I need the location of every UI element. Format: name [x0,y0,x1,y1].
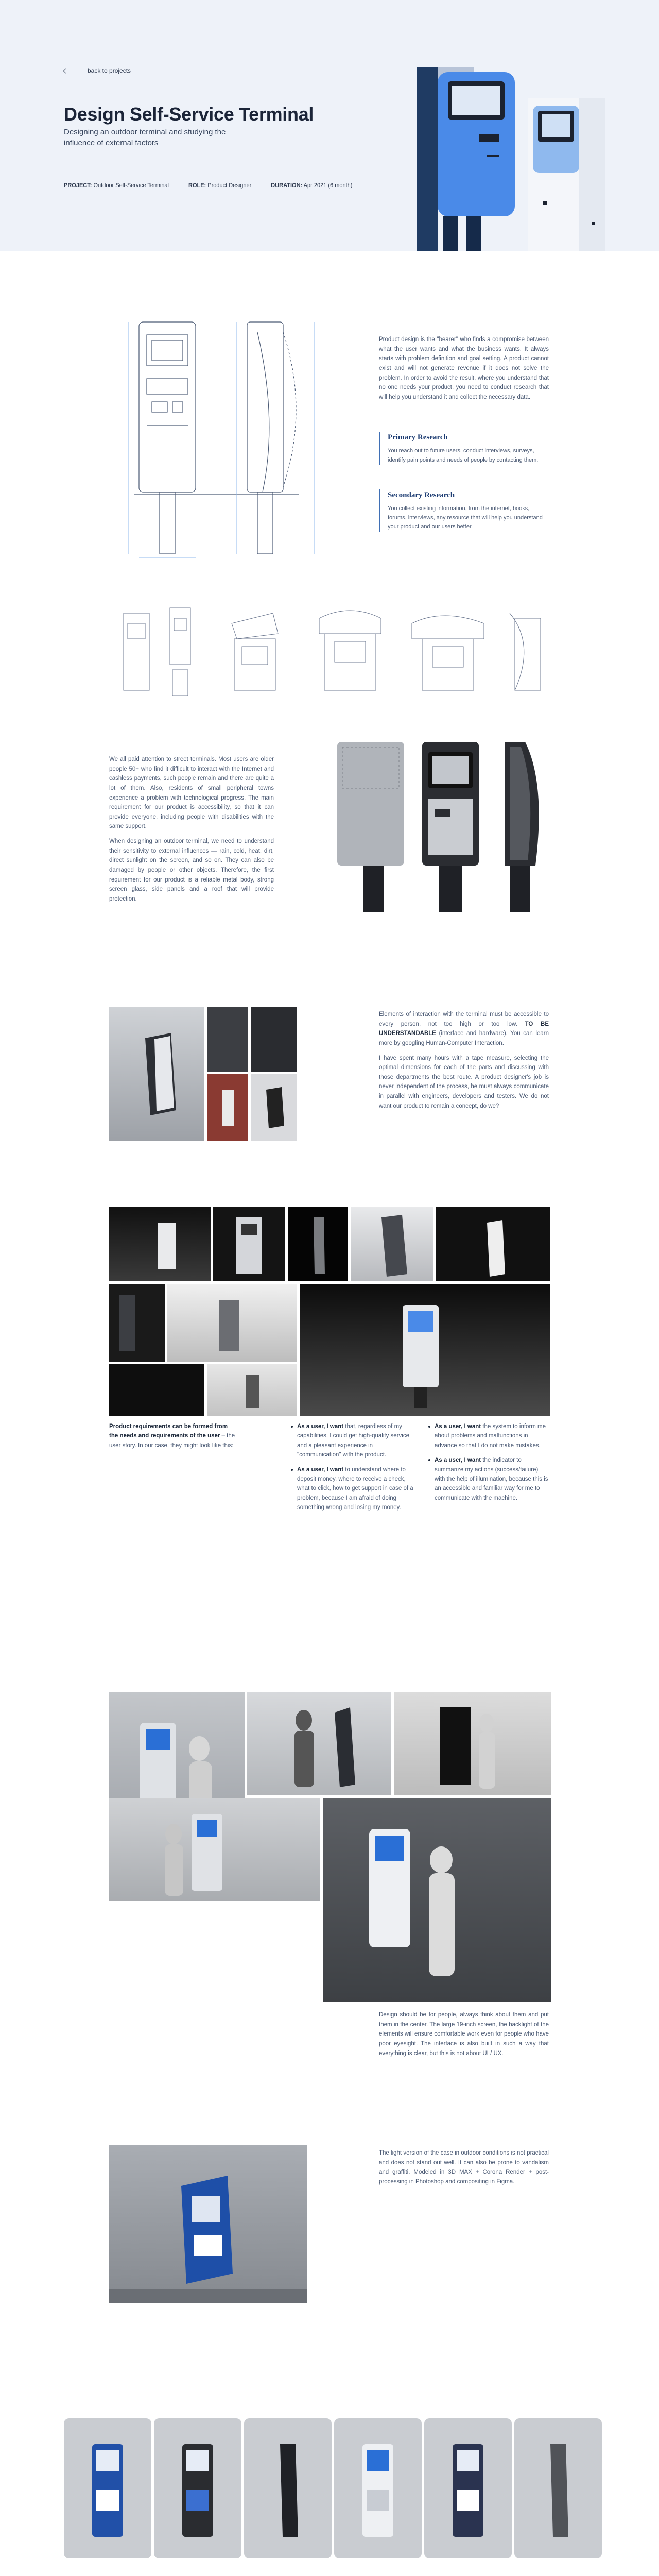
gallery-render-7 [167,1284,297,1362]
variant-card-dark [154,2418,241,2558]
photo-render-2 [207,1007,248,1072]
project-meta [64,181,352,190]
light-version-text: The light version of the case in outdoor conditions is not practical and does not stand out well. It can also be prone to vandalism and graffiti. Modeled in 3D MAX + Corona Render + post-processing in Photoshop and compositing in Figma. [379,2150,549,2185]
photo-render-3 [207,1074,248,1141]
secondary-research-text: You collect existing information, from the internet, books, forums, interviews, any resource that will help you understand your product and our users better. [388,505,543,530]
meta-project: PROJECT: Outdoor Self-Service Terminal [64,182,169,189]
variant-card-side-dark [244,2418,332,2558]
gallery-render-3 [288,1207,348,1281]
user-story-item: As a user, I want the indicator to summarize my actions (success/failure) with the help of illumination, because this is an accessible and familiar way for me to communicate with the machine. [428,1455,549,1503]
technical-drawing [103,317,360,559]
user-stories-col-1 [291,1422,417,1518]
secondary-research-title: Secondary Research [388,491,455,499]
interaction-text [379,1010,549,1111]
intro-text: Product design is the "bearer" who finds a compromise between what the user wants and what the business wants. It always starts with problem definition and goal setting. A product cannot exist and will not generate revenue if it does not solve the problem. In order to avoid the result, where you understand that no one needs your product, you need to conduct research that will help you understand it and collect the necessary data. [379,336,549,400]
user-story-item: As a user, I want to understand where to deposit money, where to receive a check, what to click, how to get support in case of a problem, because I am afraid of doing something wrong and losing my money. [291,1465,417,1513]
gallery-render-9 [109,1364,204,1416]
gallery-render-4 [351,1207,433,1281]
variant-card-blue [64,2418,151,2558]
meta-role: ROLE: Product Designer [188,182,252,189]
gallery-render-8-hero [300,1284,550,1416]
page-title: Design Self-Service Terminal [64,104,314,125]
wall-terminal-render [109,2145,307,2303]
primary-research-block [379,432,549,465]
gallery-render-2 [213,1207,285,1281]
terminal-views-render [330,742,556,912]
people-render-2 [247,1692,391,1795]
interaction-p1: Elements of interaction with the terminal must be accessible to every person, not too high or too low. TO BE UNDERSTANDABLE (interface and hardware). You can learn more by googling Human-Computer Interaction. [379,1011,549,1046]
gallery-render-5 [436,1207,550,1281]
people-render-5 [323,1798,551,2002]
gallery-render-10 [207,1364,297,1416]
people-render-3 [394,1692,551,1795]
accessibility-text [109,755,274,904]
photo-render-4 [251,1007,297,1072]
variant-card-navy [424,2418,512,2558]
gallery-render-1 [109,1207,211,1281]
primary-research-title: Primary Research [388,433,448,442]
variant-card-white [334,2418,422,2558]
requirements-lead: Product requirements can be formed from the needs and requirements of the user – the user story. In our case, they might look like this: [109,1423,235,1449]
accessibility-p2: When designing an outdoor terminal, we need to understand their sensitivity to external influences — rain, cold, heat, dirt, direct sunlight on the screen, and so on. They can also be damaged by people or other objects. Therefore, the first requirement for our product is a reliable metal body, strong screen glass, side panels and a roof that will provide protection. [109,838,274,902]
hero-terminals-render [412,67,628,251]
gallery-render-6 [109,1284,165,1362]
user-story-item: As a user, I want that, regardless of my capabilities, I could get high-quality service and a pleasant experience in "communication" with the product. [291,1422,417,1460]
meta-duration: DURATION: Apr 2021 (6 month) [271,182,353,189]
accessibility-p1: We all paid attention to street terminals. Most users are older people 50+ who find it difficult to interact with the Internet and cashless payments, such people remain and there are quite a lot of them. Also, residents of small peripheral towns experience a problem with technological progress. The main requirement for our product is accessibility, so that it can provide everyone, including people with disabilities with the same support. [109,756,274,830]
photo-render-5 [251,1074,297,1141]
secondary-research-block [379,489,549,532]
primary-research-text: You reach out to future users, conduct interviews, surveys, identify pain points and needs of people by contacting them. [388,448,539,463]
user-story-item: As a user, I want the system to inform me about problems and malfunctions in advance so that I do not make mistakes. [428,1422,549,1450]
variant-card-side-grey [514,2418,602,2558]
interaction-p2: I have spent many hours with a tape measure, selecting the optimal dimensions for each of the parts and discussing with those departments the best route. A product designer's job is never independent of the process, he must always communicate in parallel with engineers, developers and testers. We do not want our product to remain a concept, do we? [379,1055,549,1109]
people-render-4 [109,1798,320,1901]
people-text: Design should be for people, always think about them and put them in the center. The large 19-inch screen, the backlight of the elements will ensure comfortable work even for people who have poor eyesight. The interface is also built in such a way that everything is clear, but this is not about UI / UX. [379,2012,549,2057]
back-link[interactable] [64,66,131,76]
concept-sketches [103,603,556,701]
page-subtitle: Designing an outdoor terminal and studying the influence of external factors [64,128,226,147]
user-stories-col-2 [428,1422,549,1508]
back-link-label: back to projects [88,67,131,74]
photo-render-1 [109,1007,204,1141]
